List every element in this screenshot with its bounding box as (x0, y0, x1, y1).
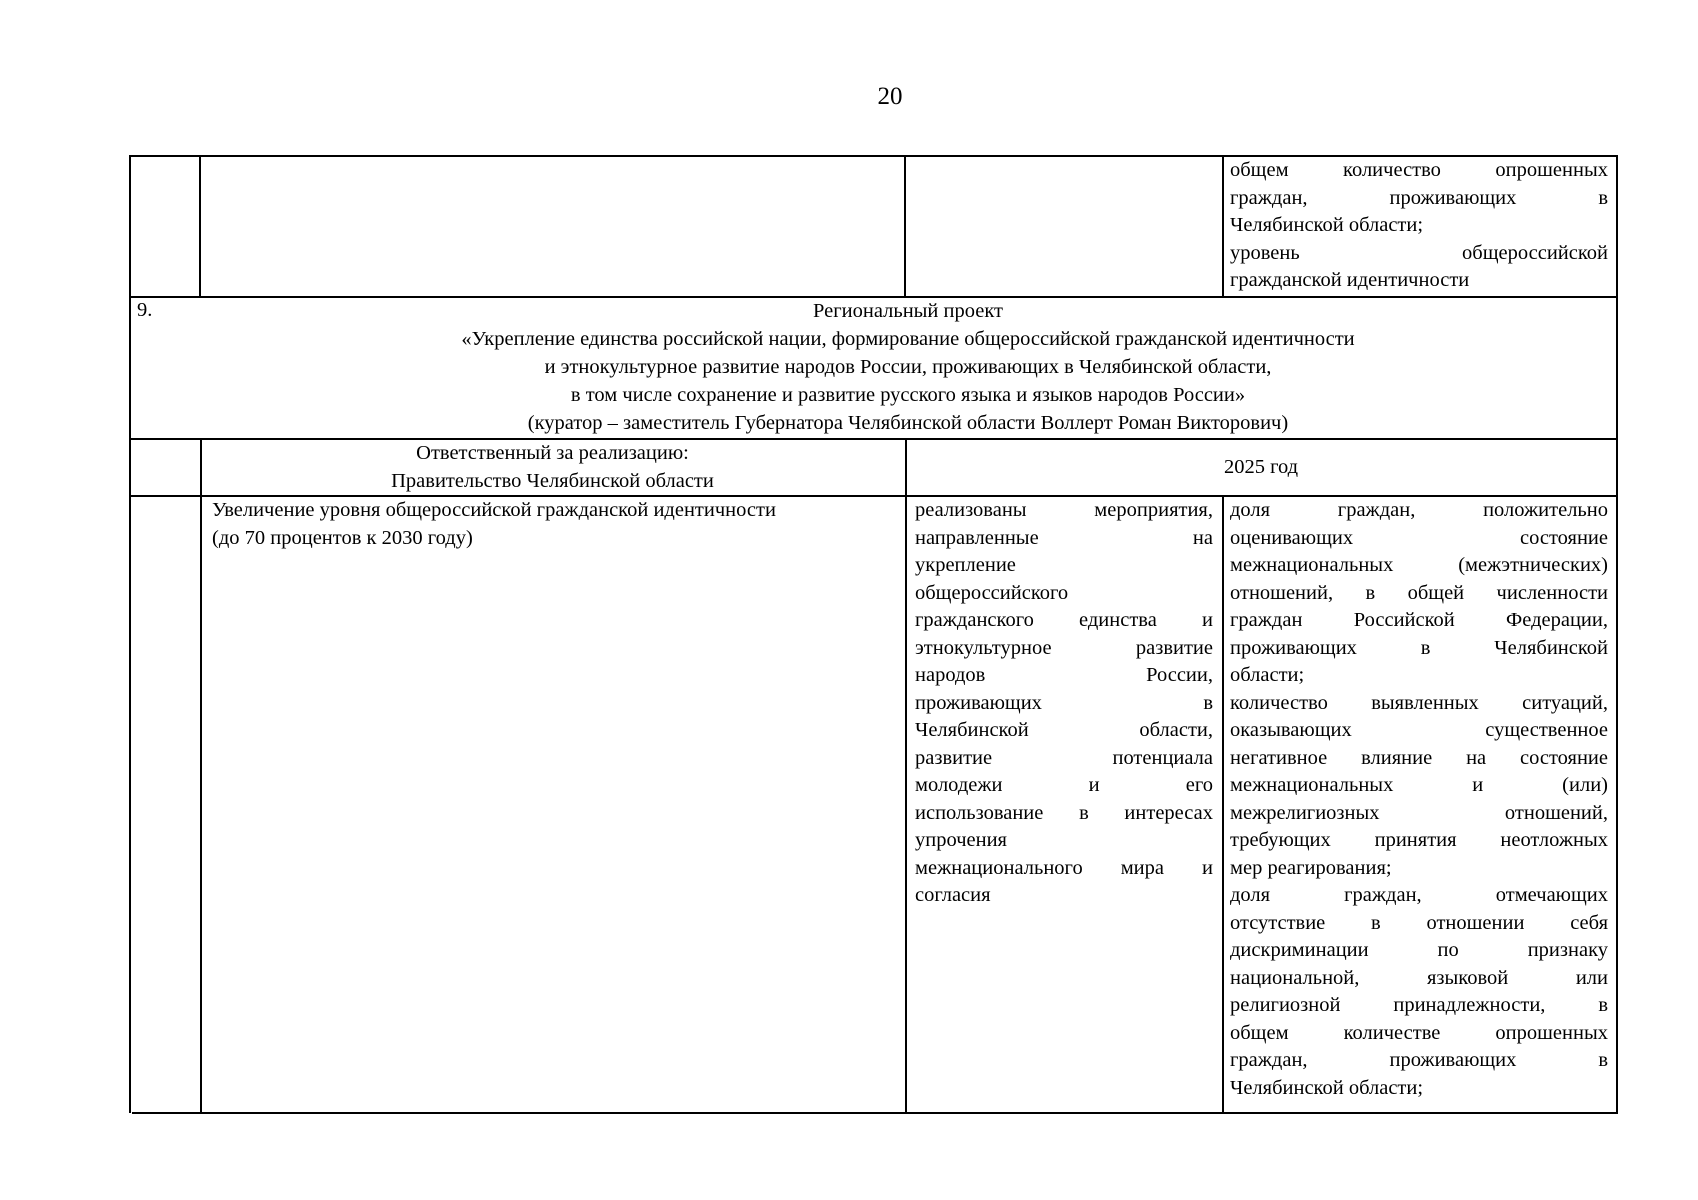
indicator-line: негативное влияние на состояние (1230, 746, 1608, 769)
continuation-indicators-cell (1230, 157, 1608, 297)
project-number: 9. (137, 299, 153, 321)
table-border-bottom (132, 1112, 1618, 1114)
table-border-left (129, 155, 131, 1113)
indicator-line: общем количестве опрошенных (1230, 1021, 1608, 1044)
indicator-line: требующих принятия неотложных (1230, 829, 1608, 851)
indicator-line: мер реагирования; (1230, 856, 1392, 879)
responsible-cell (200, 439, 905, 495)
project-title-cell (200, 297, 1616, 438)
indicator-line: общем количество опрошенных (1230, 159, 1608, 181)
result-line: межнационального мира и (915, 856, 1213, 879)
page-number: 20 (877, 83, 903, 110)
result-line: упрочения (915, 829, 1007, 851)
result-line: общероссийского (915, 581, 1069, 604)
indicator-line: граждан, проживающих в (1230, 186, 1608, 209)
indicator-line: Челябинской области; (1230, 1076, 1424, 1099)
col-divider-1 (199, 155, 201, 297)
col-divider-2 (904, 155, 906, 297)
responsible-value: Правительство Челябинской области (391, 470, 714, 492)
indicator-line: количество выявленных ситуаций, (1230, 691, 1608, 714)
result-line: использование в интересах (915, 801, 1213, 824)
indicator-line: оказывающих существенное (1230, 719, 1608, 741)
indicator-line: граждан Российской Федерации, (1230, 609, 1608, 631)
result-line: развитие потенциала (915, 746, 1213, 769)
result-line: Челябинской области, (915, 719, 1213, 741)
indicator-line: национальной, языковой или (1230, 966, 1608, 989)
year-cell (906, 439, 1616, 495)
project-heading: Региональный проект (813, 300, 1003, 322)
indicator-line: граждан, проживающих в (1230, 1049, 1608, 1071)
year-label: 2025 год (1223, 456, 1299, 478)
indicator-line: доля граждан, отмечающих (1230, 884, 1608, 906)
result-line: народов России, (915, 664, 1213, 686)
goal-cell (212, 497, 902, 1111)
indicator-line: межнациональных (межэтнических) (1230, 554, 1608, 576)
project-curator: (куратор – заместитель Губернатора Челябинской области Воллерт Роман Викторович) (527, 412, 1289, 434)
indicator-line: межрелигиозных отношений, (1230, 801, 1608, 824)
indicator-line: дискриминации по признаку (1230, 939, 1608, 961)
indicator-line: уровень общероссийской (1230, 241, 1608, 264)
result-cell (915, 497, 1213, 1111)
indicator-line: межнациональных и (или) (1230, 774, 1608, 796)
goal-line: (до 70 процентов к 2030 году) (212, 526, 473, 549)
col-divider-3 (1222, 155, 1224, 297)
goal-line: Увеличение уровня общероссийской гражданской идентичности (212, 499, 776, 521)
result-line: гражданского единства и (915, 609, 1213, 631)
result-text (915, 497, 1213, 910)
indicator-line: области; (1230, 664, 1305, 686)
col-divider-1 (200, 438, 202, 1113)
table-border-right (1616, 155, 1618, 1113)
indicators-text (1230, 497, 1608, 1102)
col-divider-3 (1222, 495, 1224, 1113)
result-line: согласия (915, 884, 991, 906)
result-line: молодежи и его (915, 774, 1213, 796)
result-line: реализованы мероприятия, (915, 499, 1213, 521)
indicator-line: оценивающих состояние (1230, 526, 1608, 549)
responsible-label: Ответственный за реализацию: (416, 442, 689, 464)
indicator-line: гражданской идентичности (1230, 269, 1470, 291)
result-line: этнокультурное развитие (915, 636, 1213, 659)
result-line: направленные на (915, 526, 1213, 549)
project-name-line: и этнокультурное развитие народов России, проживающих в Челябинской области, (544, 356, 1272, 378)
indicator-line: проживающих в Челябинской (1230, 636, 1608, 659)
continuation-indicators-text (1230, 157, 1608, 295)
indicator-line: отношений, в общей численности (1230, 581, 1608, 604)
project-name-line: «Укрепление единства российской нации, формирование общероссийской гражданской идентичности (461, 328, 1355, 350)
indicator-line: отсутствие в отношении себя (1230, 911, 1608, 934)
indicator-line: религиозной принадлежности, в (1230, 994, 1608, 1016)
indicators-cell (1230, 497, 1608, 1111)
col-divider-2 (905, 438, 907, 1113)
indicator-line: доля граждан, положительно (1230, 499, 1608, 521)
project-name-line: в том числе сохранение и развитие русского языка и языков народов России» (570, 384, 1246, 406)
indicator-line: Челябинской области; (1230, 214, 1424, 236)
result-line: проживающих в (915, 691, 1213, 714)
result-line: укрепление (915, 554, 1016, 576)
